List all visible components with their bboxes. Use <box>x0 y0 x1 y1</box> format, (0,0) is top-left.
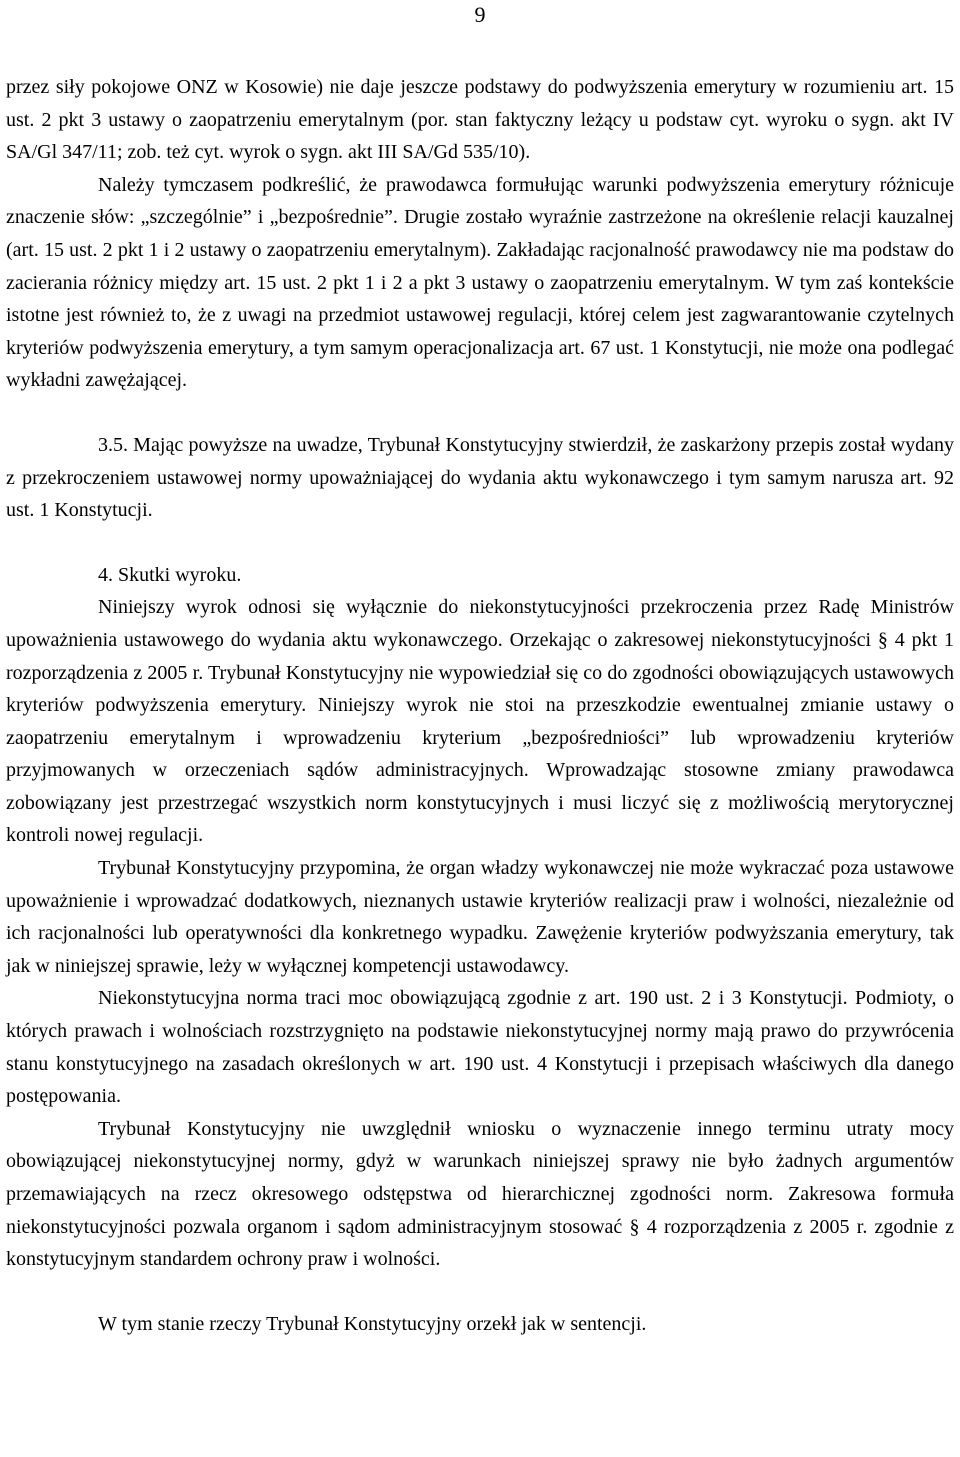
paragraph-distinction: Należy tymczasem podkreślić, że prawodawca formułując warunki podwyższenia emerytury różnicuje znaczenie słów: „szczególnie” i „bezpośrednie”. Drugie zostało wyraźnie zastrzeżone na określenie relacji kauzalnej (art. 15 ust. 2 pkt 1 i 2 ustawy o zaopatrzeniu emerytalnym). Zakładając racjonalność prawodawcy nie ma podstaw do zacierania różnicy między art. 15 ust. 2 pkt 1 i 2 a pkt 3 ustawy o zaopatrzeniu emerytalnym. W tym zaś kontekście istotne jest również to, że z uwagi na przedmiot ustawowej regulacji, której celem jest zagwarantowanie czytelnych kryteriów podwyższenia emerytury, a tym samym operacjonalizacja art. 67 ust. 1 Konstytucji, nie może ona podlegać wykładni zawężającej. <box>6 173 954 392</box>
paragraph-conclusion: 3.5. Mając powyższe na uwadze, Trybunał Konstytucyjny stwierdził, że zaskarżony przepis został wydany z przekroczeniem ustawowej normy upoważniającej do wydania aktu wykonawczego i tym samym narusza art. 92 ust. 1 Konstytucji. <box>6 433 954 522</box>
document-body <box>6 71 954 1340</box>
page-number: 9 <box>474 2 486 27</box>
paragraph-closing: W tym stanie rzeczy Trybunał Konstytucyjny orzekł jak w sentencji. <box>98 1312 647 1335</box>
paragraph-term: Trybunał Konstytucyjny nie uwzględnił wniosku o wyznaczenie innego terminu utraty mocy obowiązującej niekonstytucyjnej normy, gdyż w warunkach niniejszej sprawy nie było żadnych argumentów przemawiających na rzecz okresowego odstępstwa od hierarchicznej zgodności norm. Zakresowa formuła niekonstytucyjności pozwala organom i sądom administracyjnym stosować § 4 rozporządzenia z 2005 r. zgodnie z konstytucyjnym standardem ochrony praw i wolności. <box>6 1117 954 1271</box>
paragraph-effect: Niekonstytucyjna norma traci moc obowiązującą zgodnie z art. 190 ust. 2 i 3 Konstytucji. Podmioty, o których prawach i wolnościach rozstrzygnięto na podstawie niekonstytucyjnej normy mają prawo do przywrócenia stanu konstytucyjnego na zasadach określonych w art. 190 ust. 4 Konstytucji i przepisach właściwych dla danego postępowania. <box>6 987 954 1108</box>
spacer <box>6 1276 954 1308</box>
paragraph-continuation: przez siły pokojowe ONZ w Kosowie) nie daje jeszcze podstawy do podwyższenia emerytury w rozumieniu art. 15 ust. 2 pkt 3 ustawy o zaopatrzeniu emerytalnym (por. stan faktyczny leżący u podstaw cyt. wyroku o sygn. akt IV SA/Gl 347/11; zob. też cyt. wyrok o sygn. akt III SA/Gd 535/10). <box>6 76 954 164</box>
spacer <box>6 397 954 429</box>
paragraph-scope: Niniejszy wyrok odnosi się wyłącznie do niekonstytucyjności przekroczenia przez Radę Ministrów upoważnienia ustawowego do wydania aktu wykonawczego. Orzekając o zakresowej niekonstytucyjności § 4 pkt 1 rozporządzenia z 2005 r. Trybunał Konstytucyjny nie wypowiedział się co do zgodności obowiązujących ustawowych kryteriów podwyższenia emerytury. Niniejszy wyrok nie stoi na przeszkodzie ewentualnej zmianie ustawy o zaopatrzeniu emerytalnym i wprowadzeniu kryterium „bezpośredniości” lub wprowadzeniu kryteriów przyjmowanych w orzeczeniach sądów administracyjnych. Wprowadzając stosowne zmiany prawodawca zobowiązany jest przestrzegać wszystkich norm konstytucyjnych i musi liczyć się z możliwością merytorycznej kontroli nowej regulacji. <box>6 596 954 847</box>
section-heading: 4. Skutki wyroku. <box>98 563 242 586</box>
spacer <box>6 527 954 559</box>
paragraph-reminder: Trybunał Konstytucyjny przypomina, że organ władzy wykonawczej nie może wykraczać poza ustawowe upoważnienie i wprowadzać dodatkowych, nieznanych ustawie kryteriów realizacji praw i wolności, niezależnie od ich racjonalności lub operatywności dla konkretnego wypadku. Zawężenie kryteriów podwyższania emerytury, tak jak w niniejszej sprawie, leży w wyłącznej kompetencji ustawodawcy. <box>6 857 954 977</box>
